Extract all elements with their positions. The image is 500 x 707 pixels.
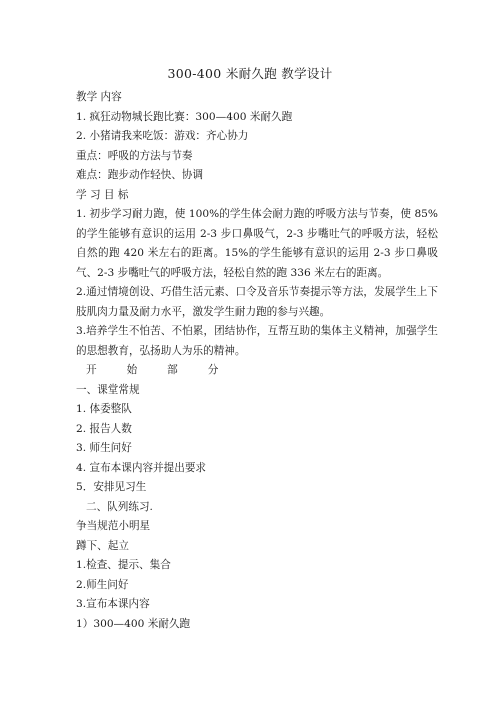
text-line: 1. 疯狂动物城长跑比赛：300—400 米耐久跑 <box>76 110 293 123</box>
text-line: 2. 小猪请我来吃饭：游戏：齐心协力 <box>76 130 249 142</box>
text-line: 二、队列练习. <box>86 500 153 513</box>
text-line: 重点：呼吸的方法与节奏 <box>76 149 193 162</box>
text-line: 教学 内容 <box>76 91 122 103</box>
document-body <box>76 88 438 634</box>
text-line: 4. 宣布本课内容并提出要求 <box>76 461 207 474</box>
section-heading: 开始部分 <box>86 364 249 376</box>
text-line: 1. 体委整队 <box>76 403 132 415</box>
text-line: 争当规范小明星 <box>76 520 151 532</box>
text-line: 难点：跑步动作轻快、协调 <box>76 169 204 181</box>
text-line: 5．安排见习生 <box>76 481 147 493</box>
objective-paragraph: 2.通过情境创设、巧借生活元素、口令及音乐节奏提示等方法，发展学生上下肢肌肉力量及耐力水平，激发学生耐力跑的参与兴趣。 <box>76 286 438 318</box>
text-line: 3. 师生问好 <box>76 442 132 454</box>
text-line: 3.宣布本课内容 <box>76 598 150 610</box>
text-line: 1.检查、提示、集合 <box>76 559 171 571</box>
objective-paragraph: 3.培养学生不怕苦、不怕累，团结协作，互帮互助的集体主义精神，加强学生的思想教育，弘扬助人为乐的精神。 <box>76 325 438 357</box>
document-title: 300-400 米耐久跑 教学设计 <box>167 66 333 81</box>
text-line: 蹲下、起立 <box>76 539 129 552</box>
text-line: 2.师生问好 <box>76 578 129 591</box>
text-line: 一、课堂常规 <box>76 383 140 396</box>
objectives-heading: 学 习 目 标 <box>76 188 129 201</box>
objective-paragraph: 1. 初步学习耐力跑，使 100%的学生体会耐力跑的呼吸方法与节奏，使 85%的学生能够有意识的运用 2-3 步口鼻吸气，2-3 步嘴吐气的呼吸方法，轻松自然的跑 420 米左右的距离。15%的学生能够有意识的运用 2-3 步口鼻吸气、2-3 步嘴吐气的呼吸方法，轻松自然的跑 336 米左右的距离。 <box>76 208 438 279</box>
text-line: 1）300—400 米耐久跑 <box>76 617 191 630</box>
text-line: 2. 报告人数 <box>76 422 132 435</box>
